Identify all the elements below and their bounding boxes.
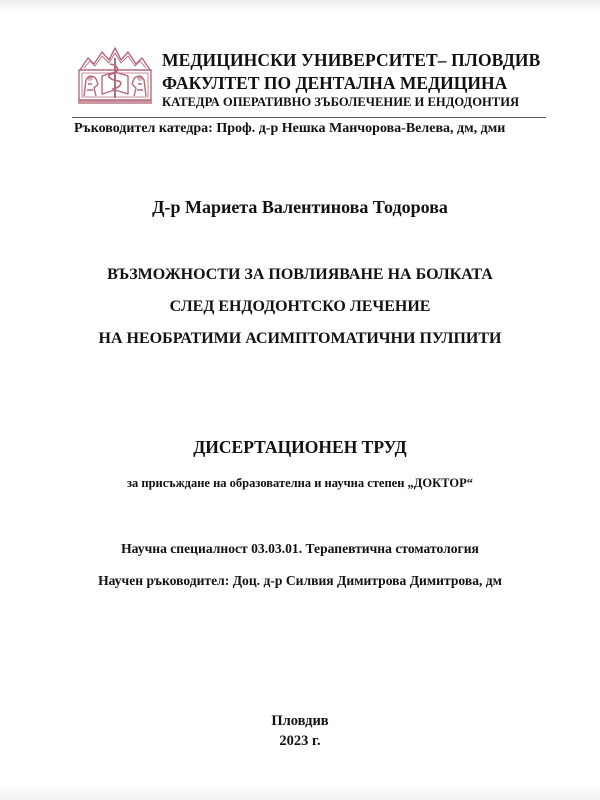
degree-line: за присъждане на образователна и научна степен „ДОКТОР“ bbox=[127, 476, 473, 490]
department-name: КАТЕДРА ОПЕРАТИВНО ЗЪБОЛЕЧЕНИЕ И ЕНДОДОНТИЯ bbox=[162, 95, 520, 109]
faculty-name: ФАКУЛТЕТ ПО ДЕНТАЛНА МЕДИЦИНА bbox=[162, 73, 508, 93]
title-line-2: СЛЕД ЕНДОДОНТСКО ЛЕЧЕНИЕ bbox=[169, 298, 431, 315]
header-divider bbox=[72, 117, 546, 118]
university-logo-icon bbox=[76, 44, 154, 106]
supervisor: Научен ръководител: Доц. д-р Силвия Димитрова Димитрова, дм bbox=[98, 573, 502, 588]
year: 2023 г. bbox=[279, 733, 321, 749]
author-name: Д-р Мариета Валентинова Тодорова bbox=[152, 197, 448, 217]
specialty: Научна специалност 03.03.01. Терапевтична стоматология bbox=[121, 541, 479, 556]
title-line-3: НА НЕОБРАТИМИ АСИМПТОМАТИЧНИ ПУЛПИТИ bbox=[98, 330, 502, 347]
department-head: Ръководител катедра: Проф. д-р Нешка Манчорова-Велева, дм, дми bbox=[74, 121, 506, 136]
document-type: ДИСЕРТАЦИОНЕН ТРУД bbox=[193, 437, 407, 457]
city: Пловдив bbox=[271, 713, 329, 729]
title-line-1: ВЪЗМОЖНОСТИ ЗА ПОВЛИЯВАНЕ НА БОЛКАТА bbox=[107, 266, 493, 283]
university-name: МЕДИЦИНСКИ УНИВЕРСИТЕТ– ПЛОВДИВ bbox=[162, 50, 541, 70]
